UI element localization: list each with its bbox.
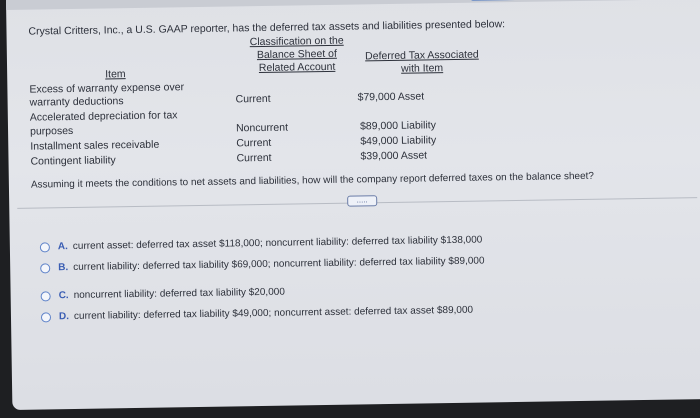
row-4-item: Contingent liability	[30, 154, 116, 168]
option-d-letter: D.	[58, 311, 70, 323]
option-c-letter: C.	[58, 290, 69, 302]
row-2-item-line1: Accelerated depreciation for tax	[29, 109, 178, 124]
row-1-item-line2: warranty deductions	[29, 95, 124, 109]
option-d[interactable]	[41, 305, 473, 323]
option-c[interactable]	[41, 287, 285, 302]
row-2-deferred: $89,000 Liability	[359, 119, 437, 133]
question-intro: Crystal Critters, Inc., a U.S. GAAP reporter, has the deferred tax assets and liabilities presented below:	[28, 18, 506, 38]
radio-icon[interactable]	[40, 242, 50, 252]
col-header-classification-2: Balance Sheet of	[256, 47, 337, 62]
col-header-item: Item	[105, 68, 126, 81]
col-header-deferred-2: with Item	[401, 62, 444, 75]
radio-icon[interactable]	[41, 291, 51, 301]
option-c-text: noncurrent liability: deferred tax liability $20,000	[73, 286, 285, 301]
option-b-letter: B.	[58, 262, 69, 274]
row-3-deferred: $49,000 Liability	[360, 134, 437, 148]
option-a-text: current asset: deferred tax asset $118,000; noncurrent liability: deferred tax liability $138,000	[72, 234, 483, 252]
top-strip	[6, 0, 700, 10]
row-2-classification: Noncurrent	[235, 121, 289, 135]
radio-icon[interactable]	[41, 312, 51, 322]
row-1-deferred: $79,000 Asset	[357, 90, 425, 104]
row-4-classification: Current	[236, 151, 272, 165]
col-header-classification-3: Related Account	[258, 60, 336, 75]
option-b-text: current liability: deferred tax liability $69,000; noncurrent liability: deferred tax liability $89,000	[73, 255, 485, 273]
radio-icon[interactable]	[40, 263, 50, 273]
row-1-classification: Current	[235, 92, 271, 106]
row-1-item-line1: Excess of warranty expense over	[29, 81, 185, 96]
col-header-classification-1: Classification on the	[249, 34, 344, 49]
row-4-deferred: $39,000 Asset	[360, 149, 428, 163]
question-panel	[6, 0, 700, 410]
row-3-classification: Current	[236, 136, 272, 150]
row-2-item-line2: purposes	[29, 124, 74, 138]
expand-button[interactable]: .....	[347, 195, 377, 206]
option-b[interactable]	[40, 256, 484, 274]
option-a[interactable]	[40, 235, 483, 253]
row-3-item: Installment sales receivable	[30, 138, 160, 153]
option-a-letter: A.	[57, 241, 68, 253]
question-prompt: Assuming it meets the conditions to net assets and liabilities, how will the company report deferred taxes on the balance sheet?	[30, 170, 595, 191]
option-d-text: current liability: deferred tax liability $49,000; noncurrent asset: deferred tax asset $89,000	[73, 304, 474, 322]
col-header-deferred-1: Deferred Tax Associated	[365, 48, 479, 63]
